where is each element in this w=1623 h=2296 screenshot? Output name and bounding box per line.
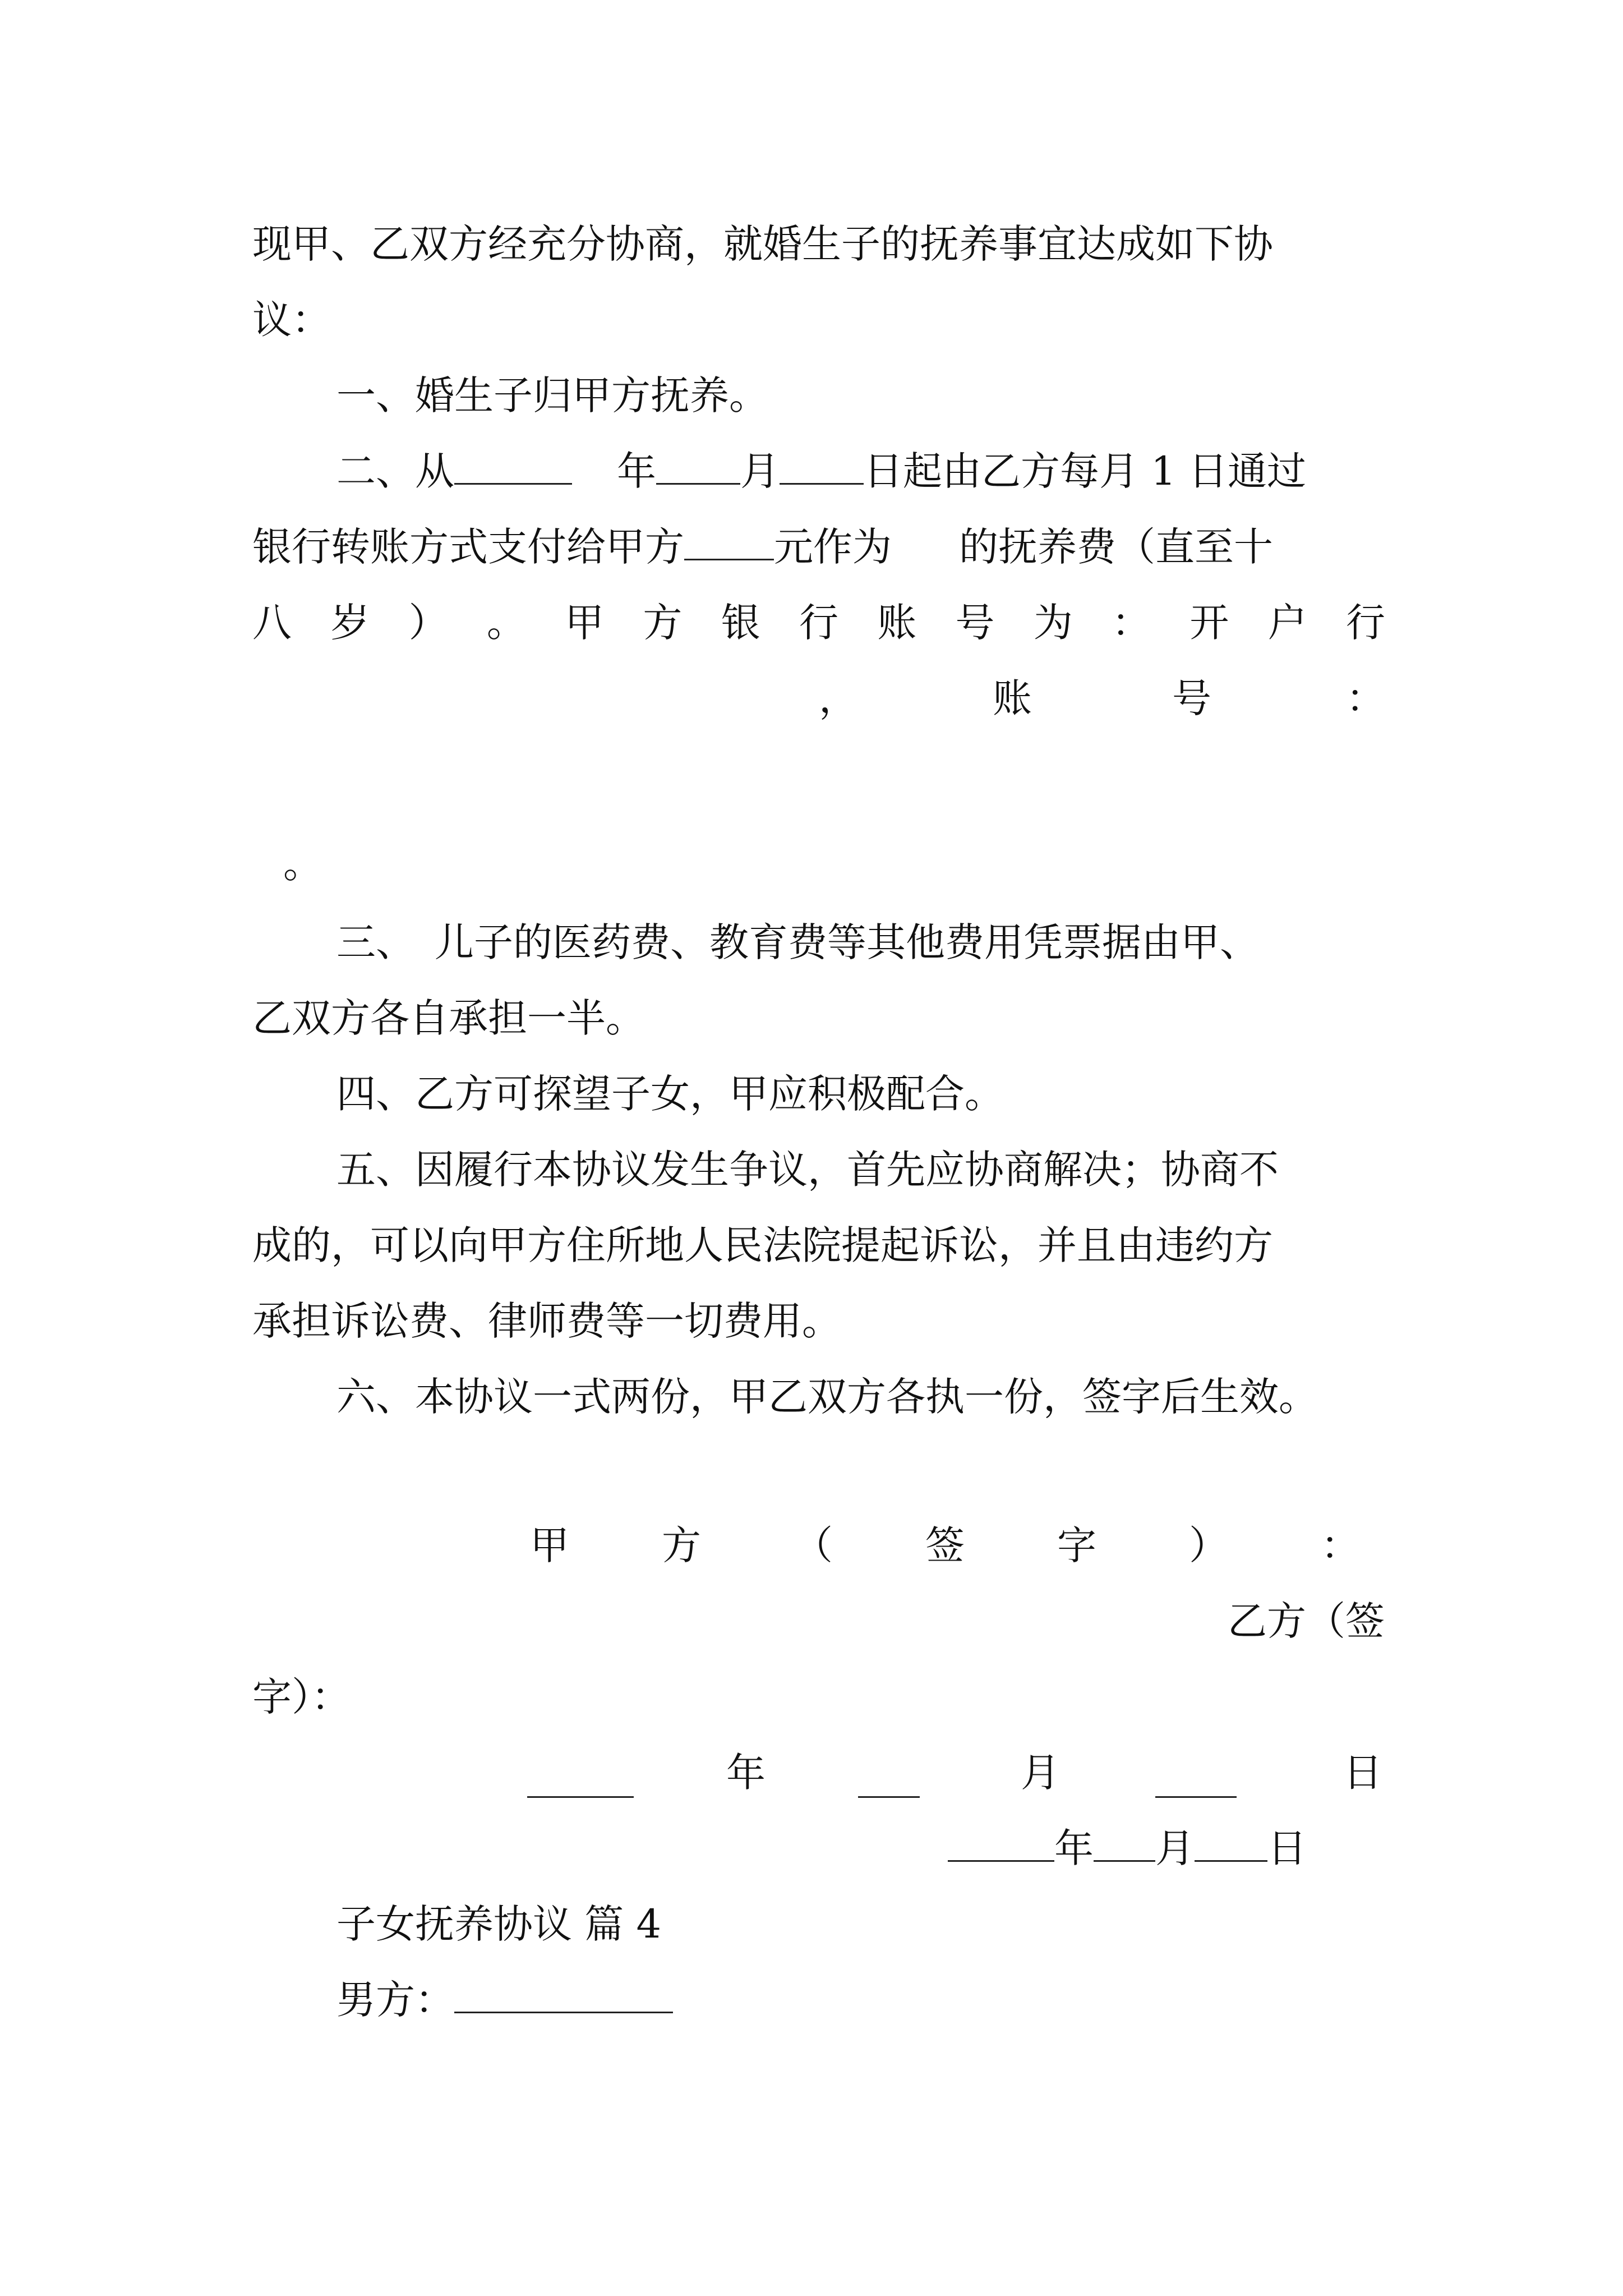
- clause-3-line-1: 三、 儿子的医药费、教育费等其他费用凭票据由甲、: [336, 919, 1259, 965]
- char: 为: [1033, 600, 1073, 646]
- section-title: 子女抚养协议 篇 4: [336, 1901, 662, 1947]
- month-label: 月: [740, 448, 780, 494]
- clause-4: 四、乙方可探望子女，甲应积极配合。: [336, 1071, 1004, 1117]
- clause-2-line-3: [252, 589, 1385, 656]
- clause-3-line-2: 乙双方各自承担一半。: [252, 995, 645, 1041]
- signature-date-2: [948, 1815, 1374, 1882]
- clause-1: 一、婚生子归甲方抚养。: [336, 372, 768, 418]
- amount-unit-text: 元作为: [774, 524, 892, 570]
- clause-6: 六、本协议一式两份，甲乙双方各执一份，签字后生效。: [336, 1374, 1318, 1420]
- char: 方: [643, 600, 683, 646]
- clause-5-line-2: 成的，可以向甲方住所地人民法院提起诉讼，并且由违约方: [252, 1222, 1273, 1268]
- clause-5-line-3: 承担诉讼费、律师费等一切费用。: [252, 1298, 841, 1344]
- char: ）: [1189, 1522, 1228, 1568]
- party-b-signature-line-2: 字）：: [252, 1674, 351, 1720]
- char: ：: [1112, 600, 1151, 646]
- year-blank[interactable]: [454, 448, 572, 485]
- date2-year-blank[interactable]: [948, 1825, 1054, 1862]
- account-char-1: 账: [993, 675, 1032, 721]
- char: 岁: [330, 600, 370, 646]
- day-blank[interactable]: [780, 448, 864, 485]
- date2-month-blank[interactable]: [1094, 1825, 1155, 1862]
- comma: ，: [819, 675, 858, 721]
- clause-5-line-1: 五、因履行本协议发生争议，首先应协商解决；协商不: [336, 1147, 1279, 1193]
- clause-2-line-4: [252, 665, 1385, 732]
- date2-day-blank[interactable]: [1195, 1825, 1267, 1862]
- char: 八: [252, 600, 292, 646]
- char: ：: [1321, 1522, 1360, 1568]
- char: 字: [1057, 1522, 1096, 1568]
- date2-day: 日: [1267, 1825, 1307, 1871]
- signature-date-1: [252, 1739, 1385, 1806]
- char: 开: [1189, 600, 1229, 646]
- male-party-blank[interactable]: [454, 1977, 673, 2013]
- colon: ：: [1346, 675, 1385, 721]
- char: 行: [1345, 600, 1385, 646]
- date1-month: 月: [1021, 1750, 1060, 1796]
- party-b-signature-line-1: 乙方（签: [1228, 1598, 1385, 1644]
- intro-line-1: 现甲、乙双方经充分协商，就婚生子的抚养事宜达成如下协: [252, 221, 1273, 267]
- month-blank[interactable]: [656, 448, 740, 485]
- amount-blank[interactable]: [684, 524, 774, 560]
- clause-2-line-2: [252, 513, 1385, 581]
- char: （: [794, 1522, 833, 1568]
- char: 账: [877, 600, 917, 646]
- char: 行: [799, 600, 838, 646]
- char: 号: [955, 600, 995, 646]
- account-char-2: 号: [1172, 675, 1211, 721]
- year-label: 年: [617, 448, 656, 494]
- date1-year-blank[interactable]: [527, 1761, 634, 1798]
- support-fee-text: 的抚养费（直至十: [959, 524, 1273, 570]
- party-a-signature: [530, 1512, 1360, 1579]
- date1-year: 年: [726, 1750, 766, 1796]
- clause-2-prefix: 二、从: [336, 448, 454, 494]
- male-party-line: [336, 1966, 1402, 2033]
- char: 甲: [565, 600, 605, 646]
- payment-text: 银行转账方式支付给甲方: [252, 524, 684, 570]
- date1-day-blank[interactable]: [1155, 1761, 1237, 1798]
- date1-day: 日: [1343, 1750, 1382, 1796]
- char: 银: [721, 600, 760, 646]
- male-party-label: 男方：: [336, 1977, 454, 2023]
- char: 甲: [530, 1522, 569, 1568]
- char: 。: [486, 600, 526, 646]
- char: 方: [662, 1522, 701, 1568]
- char: 户: [1267, 600, 1307, 646]
- date2-month: 月: [1155, 1825, 1195, 1871]
- clause-2-suffix: 日起由乙方每月 1 日通过: [864, 448, 1307, 494]
- char: 签: [925, 1522, 965, 1568]
- date1-month-blank[interactable]: [858, 1761, 920, 1798]
- clause-2-line-5: 。: [283, 841, 322, 887]
- char: ）: [408, 600, 448, 646]
- intro-line-2: 议：: [252, 297, 331, 343]
- clause-2-line-1: [336, 438, 1402, 505]
- date2-year: 年: [1054, 1825, 1094, 1871]
